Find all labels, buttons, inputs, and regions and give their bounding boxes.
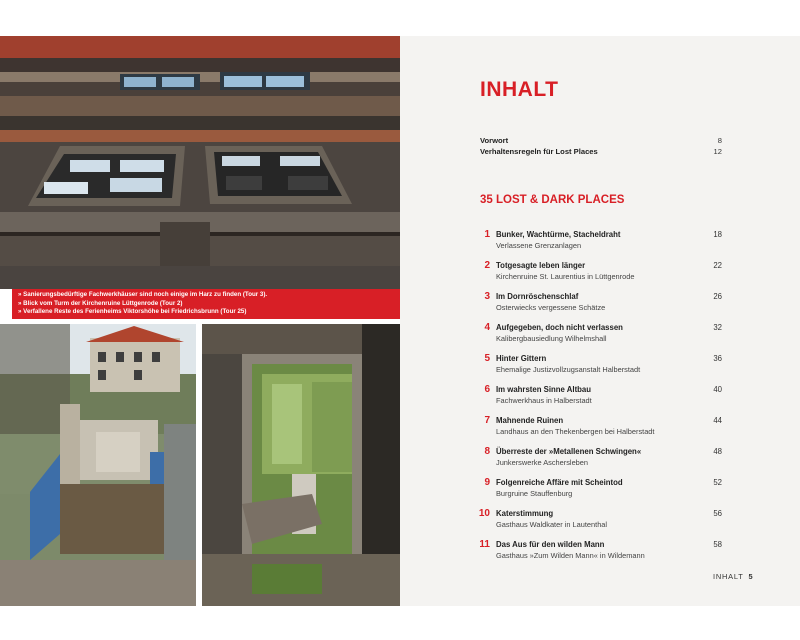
entry-number: 5	[484, 353, 490, 364]
front-matter-item[interactable]: Verhaltensregeln für Lost Places	[480, 147, 598, 156]
entry-number: 7	[484, 415, 490, 426]
entry-subtitle: Kirchenruine St. Laurentius in Lüttgenrode	[496, 272, 635, 281]
entry-page: 48	[713, 447, 722, 456]
entry-title: Im Dornröschenschlaf	[496, 292, 579, 301]
entry-title: Folgenreiche Affäre mit Scheintod	[496, 478, 623, 487]
photo-derelict-doorway	[202, 324, 400, 606]
entry-page: 44	[713, 416, 722, 425]
entry-title: Überreste der »Metallenen Schwingen«	[496, 447, 642, 456]
entry-number: 8	[484, 446, 490, 457]
front-matter-item[interactable]: Vorwort	[480, 136, 509, 145]
toc-entry[interactable]	[470, 353, 722, 381]
entry-subtitle: Fachwerkhaus in Halberstadt	[496, 396, 592, 405]
entry-title: Katerstimmung	[496, 509, 554, 518]
toc-entry[interactable]	[470, 539, 722, 567]
entry-number: 2	[484, 260, 490, 271]
entry-number: 11	[479, 539, 490, 550]
right-page-table-of-contents	[400, 36, 800, 606]
entry-subtitle: Junkerswerke Aschersleben	[496, 458, 589, 467]
entry-subtitle: Verlassene Grenzanlagen	[496, 241, 582, 250]
entry-page: 40	[713, 385, 722, 394]
entry-number: 6	[484, 384, 490, 395]
entry-subtitle: Landhaus an den Thekenbergen bei Halberstadt	[496, 427, 655, 436]
entry-title: Im wahrsten Sinne Altbau	[496, 385, 592, 394]
toc-entry[interactable]	[470, 446, 722, 474]
section-title: 35 LOST & DARK PLACES	[480, 194, 625, 206]
entry-title: Bunker, Wachtürme, Stacheldraht	[496, 230, 621, 239]
entry-subtitle: Gasthaus »Zum Wilden Mann« in Wildemann	[496, 551, 645, 560]
entry-page: 32	[713, 323, 722, 332]
entry-page: 52	[713, 478, 722, 487]
photo-church-ruin	[0, 324, 196, 606]
entry-title: Mahnende Ruinen	[496, 416, 564, 425]
toc-entry[interactable]	[470, 229, 722, 257]
front-matter-page: 8	[717, 136, 722, 145]
footer-label: INHALT	[713, 572, 744, 581]
left-page	[0, 36, 400, 606]
entry-number: 3	[484, 291, 490, 302]
entry-number: 1	[484, 229, 490, 240]
entry-title: Das Aus für den wilden Mann	[496, 540, 605, 549]
entry-page: 58	[713, 540, 722, 549]
entry-page: 56	[713, 509, 722, 518]
book-spread	[0, 36, 800, 606]
entry-subtitle: Ehemalige Justizvollzugsanstalt Halberstadt	[496, 365, 641, 374]
page-number: 5	[748, 572, 753, 581]
entry-number: 9	[484, 477, 490, 488]
front-matter-page: 12	[713, 147, 722, 156]
entry-page: 18	[713, 230, 722, 239]
entry-title: Aufgegeben, doch nicht verlassen	[496, 323, 623, 332]
toc-title: INHALT	[480, 78, 559, 101]
entry-page: 26	[713, 292, 722, 301]
caption-3: » Verfallene Reste des Ferienheims Viktorshöhe bei Friedrichsbrunn (Tour 25)	[18, 308, 247, 316]
entry-title: Hinter Gittern	[496, 354, 547, 363]
caption-1: » Sanierungsbedürftige Fachwerkhäuser sind noch einige im Harz zu finden (Tour 3).	[18, 291, 268, 298]
toc-entry[interactable]	[470, 415, 722, 443]
toc-entry[interactable]	[470, 384, 722, 412]
page-footer	[713, 572, 753, 581]
photo-captions	[12, 289, 400, 319]
entry-number: 10	[478, 508, 490, 519]
entry-title: Totgesagte leben länger	[496, 261, 586, 270]
entry-page: 36	[713, 354, 722, 363]
entry-page: 22	[713, 261, 722, 270]
toc-entry[interactable]	[470, 291, 722, 319]
entry-subtitle: Burgruine Stauffenburg	[496, 489, 573, 498]
toc-entry[interactable]	[470, 260, 722, 288]
toc-entry[interactable]	[470, 508, 722, 536]
toc-entry[interactable]	[470, 477, 722, 505]
photo-half-timbered-house	[0, 36, 400, 289]
toc-entry[interactable]	[470, 322, 722, 350]
entry-number: 4	[484, 322, 490, 333]
caption-2: » Blick vom Turm der Kirchenruine Lüttgenrode (Tour 2)	[18, 299, 183, 307]
entry-subtitle: Osterwiecks vergessene Schätze	[496, 303, 606, 312]
entry-subtitle: Kalibergbausiedlung Wilhelmshall	[496, 334, 607, 343]
entry-subtitle: Gasthaus Waldkater in Lautenthal	[496, 520, 608, 529]
